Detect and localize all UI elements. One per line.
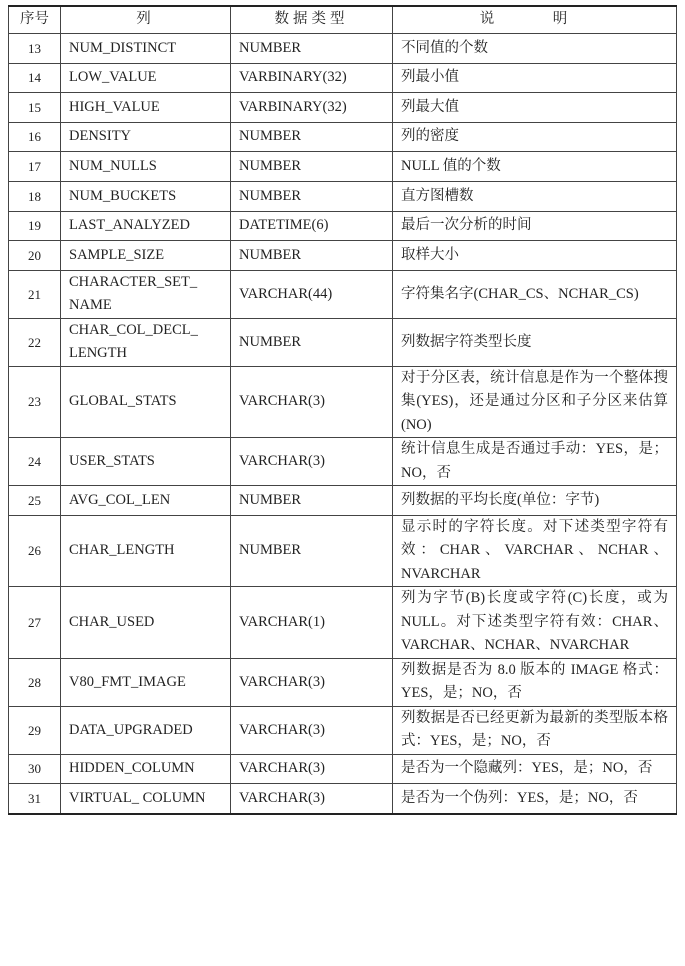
table-row [9,515,677,587]
cell-type: NUMBER [231,34,393,64]
table-header-row [9,6,677,34]
table-row [9,486,677,516]
cell-column: HIDDEN_COLUMN [61,754,231,784]
table-row [9,211,677,241]
cell-no: 13 [9,34,61,64]
cell-column: CHAR_COL_DECL_ LENGTH [61,318,231,366]
cell-type: VARCHAR(3) [231,366,393,438]
table-row [9,152,677,182]
cell-type: VARCHAR(1) [231,587,393,659]
cell-no: 18 [9,181,61,211]
cell-description: 字符集名字(CHAR_CS、NCHAR_CS) [393,270,677,318]
cell-type: NUMBER [231,318,393,366]
cell-description: 取样大小 [393,241,677,271]
cell-description: 是否为一个伪列：YES，是；NO，否 [393,784,677,814]
cell-column: CHARACTER_SET_ NAME [61,270,231,318]
cell-description: 对于分区表，统计信息是作为一个整体搜集(YES)，还是通过分区和子分区来估算(NO) [393,366,677,438]
cell-no: 15 [9,93,61,123]
table-row [9,93,677,123]
header-column: 列 [61,6,231,34]
cell-no: 29 [9,706,61,754]
cell-column: SAMPLE_SIZE [61,241,231,271]
cell-type: VARCHAR(44) [231,270,393,318]
cell-type: NUMBER [231,241,393,271]
cell-description: 是否为一个隐藏列：YES，是；NO，否 [393,754,677,784]
cell-type: VARBINARY(32) [231,93,393,123]
cell-type: DATETIME(6) [231,211,393,241]
cell-description: 列数据的平均长度(单位：字节) [393,486,677,516]
cell-column: NUM_DISTINCT [61,34,231,64]
cell-no: 21 [9,270,61,318]
cell-column: HIGH_VALUE [61,93,231,123]
cell-no: 28 [9,658,61,706]
cell-description: 列最大值 [393,93,677,123]
cell-column: V80_FMT_IMAGE [61,658,231,706]
cell-description: NULL 值的个数 [393,152,677,182]
cell-description: 列数据是否为 8.0 版本的 IMAGE 格式：YES，是；NO，否 [393,658,677,706]
cell-type: VARCHAR(3) [231,784,393,814]
data-dictionary-table [8,5,677,815]
cell-type: NUMBER [231,152,393,182]
table-row [9,241,677,271]
table-row [9,706,677,754]
header-data-type: 数据类型 [231,6,393,34]
cell-column: LOW_VALUE [61,63,231,93]
cell-description: 列数据是否已经更新为最新的类型版本格式：YES，是；NO，否 [393,706,677,754]
cell-no: 22 [9,318,61,366]
cell-column: DATA_UPGRADED [61,706,231,754]
header-no: 序号 [9,6,61,34]
cell-type: NUMBER [231,122,393,152]
cell-no: 25 [9,486,61,516]
table-row [9,438,677,486]
cell-description: 列最小值 [393,63,677,93]
cell-column: CHAR_USED [61,587,231,659]
cell-column: DENSITY [61,122,231,152]
table-row [9,181,677,211]
table-row [9,318,677,366]
cell-description: 列的密度 [393,122,677,152]
cell-description: 列数据字符类型长度 [393,318,677,366]
table-row [9,34,677,64]
cell-column: LAST_ANALYZED [61,211,231,241]
cell-no: 19 [9,211,61,241]
cell-type: VARBINARY(32) [231,63,393,93]
cell-description: 最后一次分析的时间 [393,211,677,241]
table-row [9,587,677,659]
cell-type: NUMBER [231,181,393,211]
cell-column: USER_STATS [61,438,231,486]
cell-type: VARCHAR(3) [231,706,393,754]
cell-type: VARCHAR(3) [231,754,393,784]
cell-no: 31 [9,784,61,814]
cell-column: NUM_BUCKETS [61,181,231,211]
cell-no: 16 [9,122,61,152]
cell-type: VARCHAR(3) [231,658,393,706]
cell-no: 14 [9,63,61,93]
cell-column: AVG_COL_LEN [61,486,231,516]
table-row [9,754,677,784]
cell-no: 17 [9,152,61,182]
cell-description: 显示时的字符长度。对下述类型字符有效：CHAR、VARCHAR、NCHAR、NVARCHAR [393,515,677,587]
table-row [9,122,677,152]
cell-no: 23 [9,366,61,438]
cell-type: NUMBER [231,486,393,516]
cell-column: CHAR_LENGTH [61,515,231,587]
cell-column: GLOBAL_STATS [61,366,231,438]
cell-column: NUM_NULLS [61,152,231,182]
cell-type: VARCHAR(3) [231,438,393,486]
table-row [9,63,677,93]
table-row [9,784,677,814]
cell-no: 26 [9,515,61,587]
cell-description: 统计信息生成是否通过手动：YES，是；NO，否 [393,438,677,486]
cell-description: 直方图槽数 [393,181,677,211]
cell-no: 27 [9,587,61,659]
cell-no: 20 [9,241,61,271]
table-row [9,270,677,318]
cell-description: 列为字节(B)长度或字符(C)长度，或为NULL。对下述类型字符有效：CHAR、VARCHAR、NCHAR、NVARCHAR [393,587,677,659]
table-row [9,658,677,706]
cell-type: NUMBER [231,515,393,587]
table-row [9,366,677,438]
cell-no: 24 [9,438,61,486]
cell-no: 30 [9,754,61,784]
header-description: 说 明 [393,6,677,34]
cell-description: 不同值的个数 [393,34,677,64]
cell-column: VIRTUAL_ COLUMN [61,784,231,814]
